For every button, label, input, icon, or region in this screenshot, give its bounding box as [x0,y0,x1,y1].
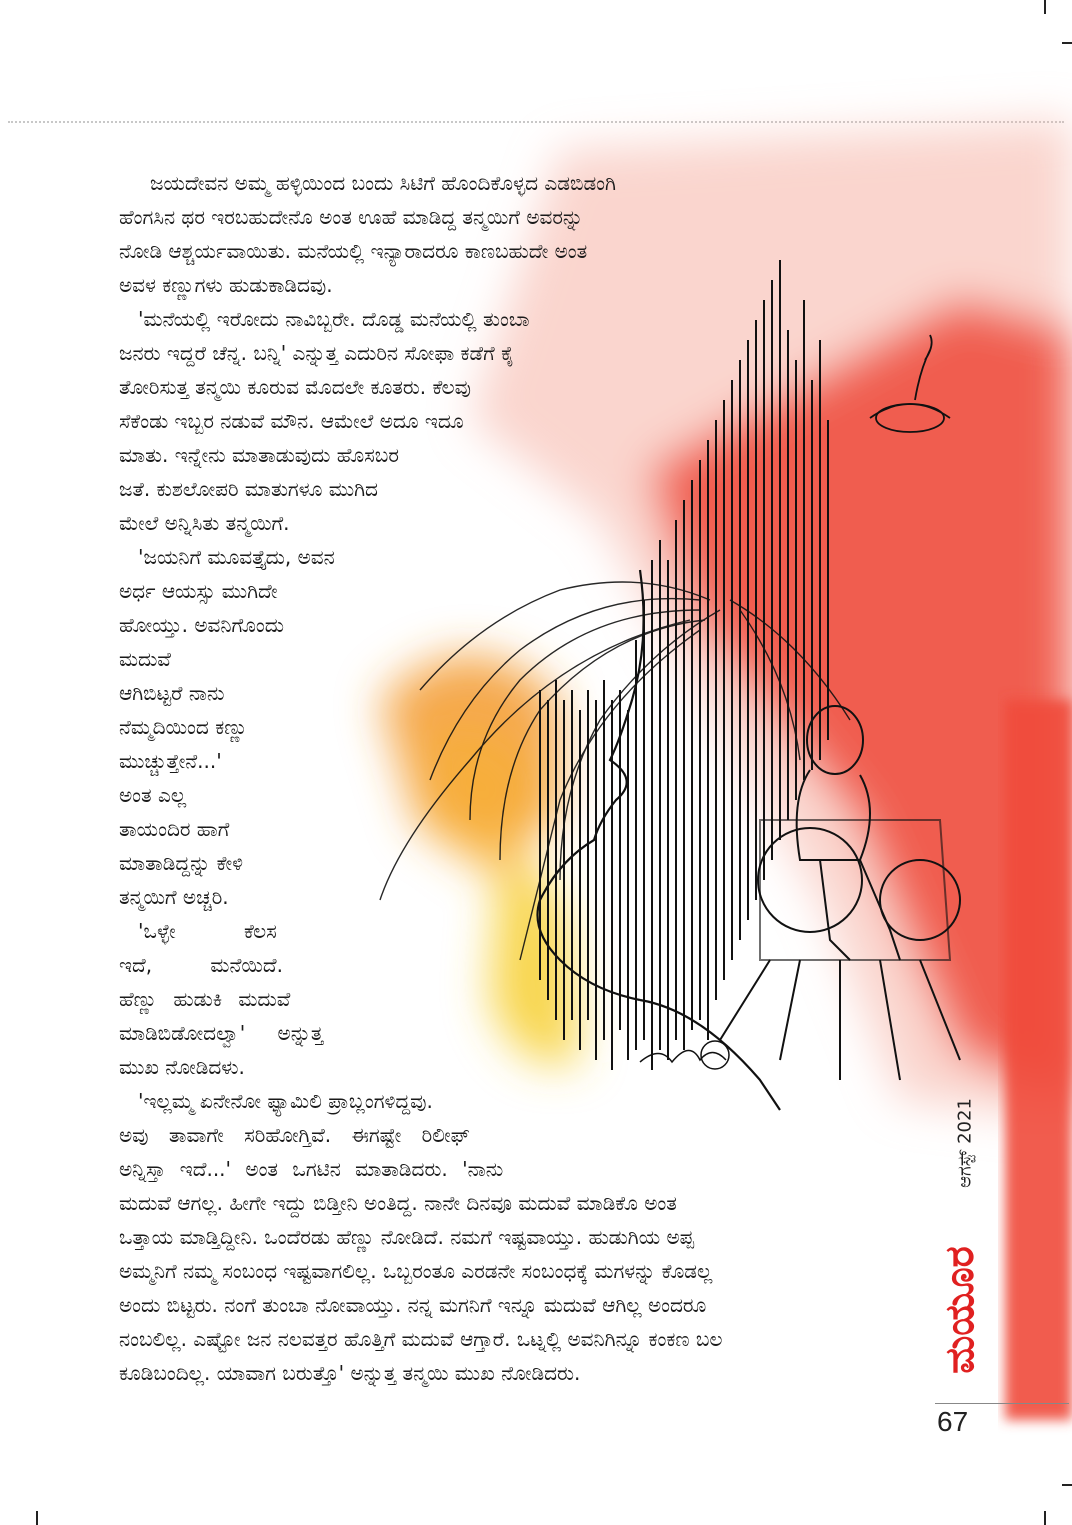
story-line: ಒತ್ತಾಯ ಮಾಡ್ತಿದ್ದೀನಿ. ಒಂದೆರಡು ಹೆಣ್ಣು ನೋಡಿದೆ. ನಮಗೆ ಇಷ್ಟವಾಯ್ತು. ಹುಡುಗಿಯ ಅಪ್ಪ [119,1225,695,1249]
watercolor-wash [380,120,1072,1120]
story-line: ತೋರಿಸುತ್ತ ತನ್ಮಯಿ ಕೂರುವ ಮೊದಲೇ ಕೂತರು. ಕೆಲವು [119,375,471,399]
story-line: ಹೋಯ್ತು. ಅವನಿಗೊಂದು [119,613,285,637]
story-line: 'ಒಳ್ಳೇ ಕೆಲಸ [138,919,277,943]
story-line: 'ಇಲ್ಲಮ್ಮ ಏನೇನೋ ಫ್ಯಾಮಿಲಿ ಪ್ರಾಬ್ಲಂಗಳಿದ್ದವು. [138,1089,433,1113]
story-line: 'ಮನೆಯಲ್ಲಿ ಇರೋದು ನಾವಿಬ್ಬರೇ. ದೊಡ್ಡ ಮನೆಯಲ್ಲಿ ತುಂಬಾ [138,307,530,331]
story-line: ನೋಡಿ ಆಶ್ಚರ್ಯವಾಯಿತು. ಮನೆಯಲ್ಲಿ ಇನ್ಯಾರಾದರೂ ಕಾಣಬಹುದೇ ಅಂತ [119,239,588,263]
story-line: ಮುಖ ನೋಡಿದಳು. [119,1055,245,1079]
story-line: ಮುಚ್ಚುತ್ತೇನೆ...' [119,749,222,773]
story-line: ಇದೆ, ಮನೆಯಿದೆ. [119,953,283,977]
story-line: ಹೆಣ್ಣು ಹುಡುಕಿ ಮದುವೆ [119,987,291,1011]
story-line: ತಾಯಂದಿರ ಹಾಗೆ [119,817,230,841]
story-line: ಮಾತಾಡಿದ್ದನ್ನು ಕೇಳಿ [119,851,244,875]
story-line: ಹೆಂಗಸಿನ ಥರ ಇರಬಹುದೇನೊ ಅಂತ ಊಹೆ ಮಾಡಿದ್ದ ತನ್ಮಯಿಗೆ ಅವರನ್ನು [119,205,584,229]
story-line: ಅವು ತಾವಾಗೇ ಸರಿಹೋಗ್ತಿವೆ. ಈಗಷ್ಟೇ ರಿಲೀಫ್ [119,1123,470,1147]
story-line: ನಂಬಲಿಲ್ಲ. ಎಷ್ಟೋ ಜನ ನಲವತ್ತರ ಹೊತ್ತಿಗೆ ಮದುವೆ ಆಗ್ತಾರೆ. ಒಟ್ನಲ್ಲಿ ಅವನಿಗಿನ್ನೂ ಕಂಕಣ ಬಲ [119,1327,723,1351]
story-line: ಅಮ್ಮನಿಗೆ ನಮ್ಮ ಸಂಬಂಧ ಇಷ್ಟವಾಗಲಿಲ್ಲ. ಒಬ್ಬರಂತೂ ಎರಡನೇ ಸಂಬಂಧಕ್ಕೆ ಮಗಳನ್ನು ಕೊಡಲ್ಲ [119,1259,713,1283]
page-number-rule [935,1403,1069,1404]
story-line: ಮಾಡಿಬಿಡೋದಲ್ವಾ' ಅನ್ನುತ್ತ [119,1021,324,1045]
story-line: 'ಜಯನಿಗೆ ಮೂವತ್ತೈದು, ಅವನ [138,545,335,569]
story-line: ಸೆಕೆಂಡು ಇಬ್ಬರ ನಡುವೆ ಮೌನ. ಆಮೇಲೆ ಅದೂ ಇದೂ [119,409,464,433]
story-line: ಮದುವೆ [119,647,171,671]
story-line: ಜತೆ. ಕುಶಲೋಪರಿ ಮಾತುಗಳೂ ಮುಗಿದ [119,477,378,501]
story-line: ಅನ್ನಿಸ್ತಾ ಇದೆ...' ಅಂತ ಒಗಟಿನ ಮಾತಾಡಿದರು. 'ನಾನು [119,1157,504,1181]
story-line: ತನ್ಮಯಿಗೆ ಅಚ್ಚರಿ. [119,885,229,909]
story-line: ಅಂತ ಎಲ್ಲ [119,783,187,807]
story-line: ಅಂದು ಬಿಟ್ಟರು. ನಂಗೆ ತುಂಬಾ ನೋವಾಯ್ತು. ನನ್ನ ಮಗನಿಗೆ ಇನ್ನೂ ಮದುವೆ ಆಗಿಲ್ಲ ಅಂದರೂ [119,1293,707,1317]
story-line: ಆಗಿಬಿಟ್ಟರೆ ನಾನು [119,681,225,705]
story-line: ಮೇಲೆ ಅನ್ನಿಸಿತು ತನ್ಮಯಿಗೆ. [119,511,290,535]
magazine-logo: ಮಯೂರ [937,1246,983,1374]
issue-date: ಆಗಸ್ಟ್ 2021 [954,1098,976,1188]
story-line: ಮದುವೆ ಆಗಲ್ಲ. ಹೀಗೇ ಇದ್ದು ಬಿಡ್ತೀನಿ ಅಂತಿದ್ದ. ನಾನೇ ದಿನವೂ ಮದುವೆ ಮಾಡಿಕೊ ಅಂತ [119,1191,677,1215]
story-line: ಜನರು ಇದ್ದರೆ ಚೆನ್ನ. ಬನ್ನಿ' ಎನ್ನುತ್ತ ಎದುರಿನ ಸೋಫಾ ಕಡೆಗೆ ಕೈ [119,341,515,365]
story-line: ಅರ್ಧ ಆಯಸ್ಸು ಮುಗಿದೇ [119,579,278,603]
story-line: ಮಾತು. ಇನ್ನೇನು ಮಾತಾಡುವುದು ಹೊಸಬರ [119,443,399,467]
story-line: ಅವಳ ಕಣ್ಣುಗಳು ಹುಡುಕಾಡಿದವು. [119,273,333,297]
page-number: 67 [937,1406,969,1437]
story-line: ನೆಮ್ಮದಿಯಿಂದ ಕಣ್ಣು [119,715,248,739]
story-line: ಕೂಡಿಬಂದಿಲ್ಲ. ಯಾವಾಗ ಬರುತ್ತೊ' ಅನ್ನುತ್ತ ತನ್ಮಯಿ ಮುಖ ನೋಡಿದರು. [119,1361,581,1385]
red-side-band [1005,700,1072,1420]
story-line: ಜಯದೇವನ ಅಮ್ಮ ಹಳ್ಳಿಯಿಂದ ಬಂದು ಸಿಟಿಗೆ ಹೊಂದಿಕೊಳ್ಳದ ಎಡಬಿಡಂಗಿ [150,171,616,195]
